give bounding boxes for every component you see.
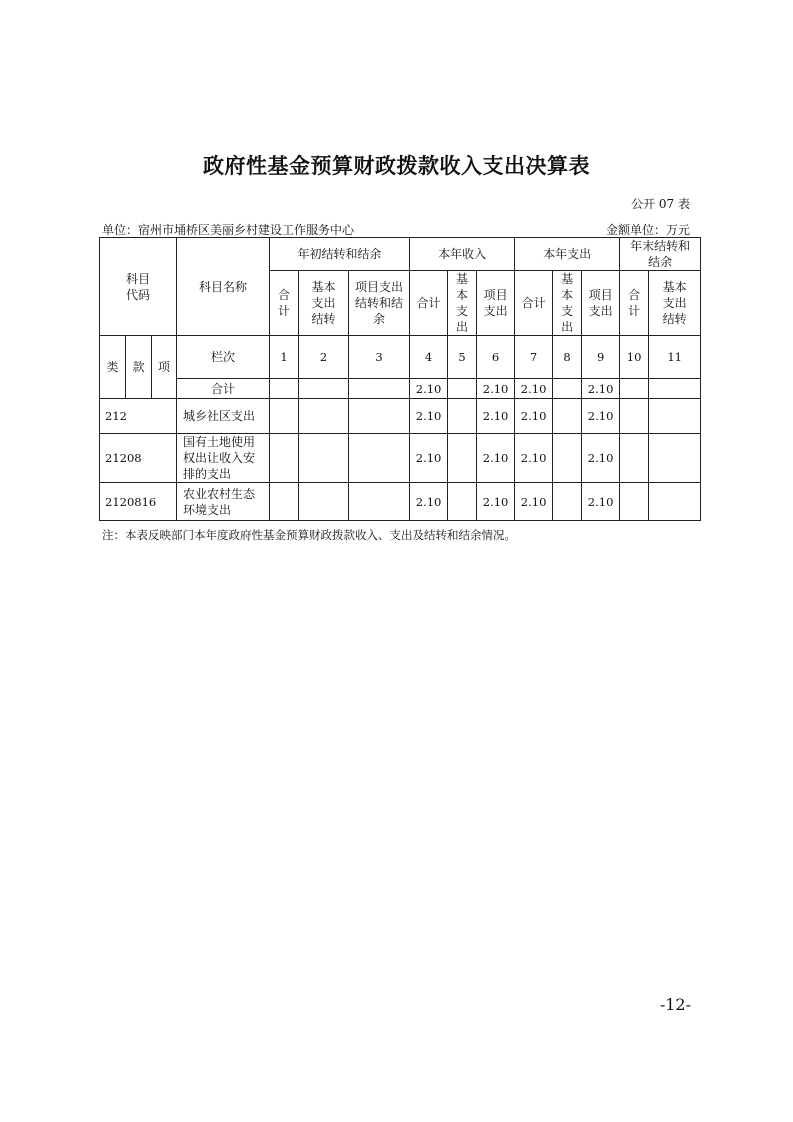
header-lei: 类: [100, 336, 126, 399]
col-number: 3: [349, 336, 410, 379]
row-c7: 2.10: [515, 399, 553, 434]
table-row: [100, 434, 701, 483]
header-income-basic: 基 本 支 出: [448, 271, 477, 336]
col-number: 8: [553, 336, 582, 379]
row-c6: 2.10: [477, 434, 515, 483]
row-c6: 2.10: [477, 399, 515, 434]
header-begin-project: 项目支出 结转和结 余: [349, 271, 410, 336]
header-expend-total: 合计: [515, 271, 553, 336]
row-name: 农业农村生态 环境支出: [177, 483, 270, 521]
table-row: [100, 399, 701, 434]
row-c7: 2.10: [515, 483, 553, 521]
header-begin-group: 年初结转和结余: [270, 238, 410, 271]
header-expend-basic: 基 本 支 出: [553, 271, 582, 336]
header-expend-project: 项目 支出: [582, 271, 620, 336]
row-c6: 2.10: [477, 483, 515, 521]
row-c9: 2.10: [582, 483, 620, 521]
header-lanci: 栏次: [177, 336, 270, 379]
total-label: 合计: [177, 379, 270, 399]
row-c9: 2.10: [582, 434, 620, 483]
header-end-basic: 基本 支出 结转: [649, 271, 701, 336]
col-number: 11: [649, 336, 701, 379]
header-begin-basic: 基本 支出 结转: [299, 271, 349, 336]
header-xiang: 项: [152, 336, 177, 399]
header-income-group: 本年收入: [410, 238, 515, 271]
col-number: 9: [582, 336, 620, 379]
header-expend-group: 本年支出: [515, 238, 620, 271]
form-number: 公开 07 表: [631, 197, 690, 211]
total-row: [100, 379, 701, 399]
header-kuan: 款: [126, 336, 152, 399]
header-row-3: [100, 336, 701, 379]
table-row: [100, 483, 701, 521]
col-number: 2: [299, 336, 349, 379]
header-row-1: [100, 238, 701, 271]
col-number: 6: [477, 336, 515, 379]
col-number: 5: [448, 336, 477, 379]
row-c4: 2.10: [410, 434, 448, 483]
page-number: -12-: [659, 995, 691, 1014]
row-name: 国有土地使用 权出让收入安 排的支出: [177, 434, 270, 483]
row-code: 212: [100, 399, 177, 434]
col-number: 10: [620, 336, 649, 379]
total-c4: 2.10: [410, 379, 448, 399]
fund-budget-table: [99, 237, 701, 521]
row-c4: 2.10: [410, 399, 448, 434]
col-number: 1: [270, 336, 299, 379]
total-c6: 2.10: [477, 379, 515, 399]
money-unit-label: 金额单位：万元: [605, 223, 690, 237]
header-name: 科目名称: [177, 238, 270, 336]
total-c9: 2.10: [582, 379, 620, 399]
header-code: 科目 代码: [100, 238, 177, 336]
row-name: 城乡社区支出: [177, 399, 270, 434]
col-number: 4: [410, 336, 448, 379]
row-code: 21208: [100, 434, 177, 483]
header-income-project: 项目 支出: [477, 271, 515, 336]
page-title: 政府性基金预算财政拨款收入支出决算表: [203, 153, 590, 178]
header-income-total: 合计: [410, 271, 448, 336]
total-c7: 2.10: [515, 379, 553, 399]
footnote: 注：本表反映部门本年度政府性基金预算财政拨款收入、支出及结转和结余情况。: [102, 528, 516, 542]
header-end-total: 合 计: [620, 271, 649, 336]
header-end-group: 年末结转和 结余: [620, 238, 701, 271]
header-begin-total: 合 计: [270, 271, 299, 336]
row-c4: 2.10: [410, 483, 448, 521]
col-number: 7: [515, 336, 553, 379]
unit-label: 单位：宿州市埇桥区美丽乡村建设工作服务中心: [102, 223, 355, 237]
row-c7: 2.10: [515, 434, 553, 483]
row-c9: 2.10: [582, 399, 620, 434]
row-code: 2120816: [100, 483, 177, 521]
